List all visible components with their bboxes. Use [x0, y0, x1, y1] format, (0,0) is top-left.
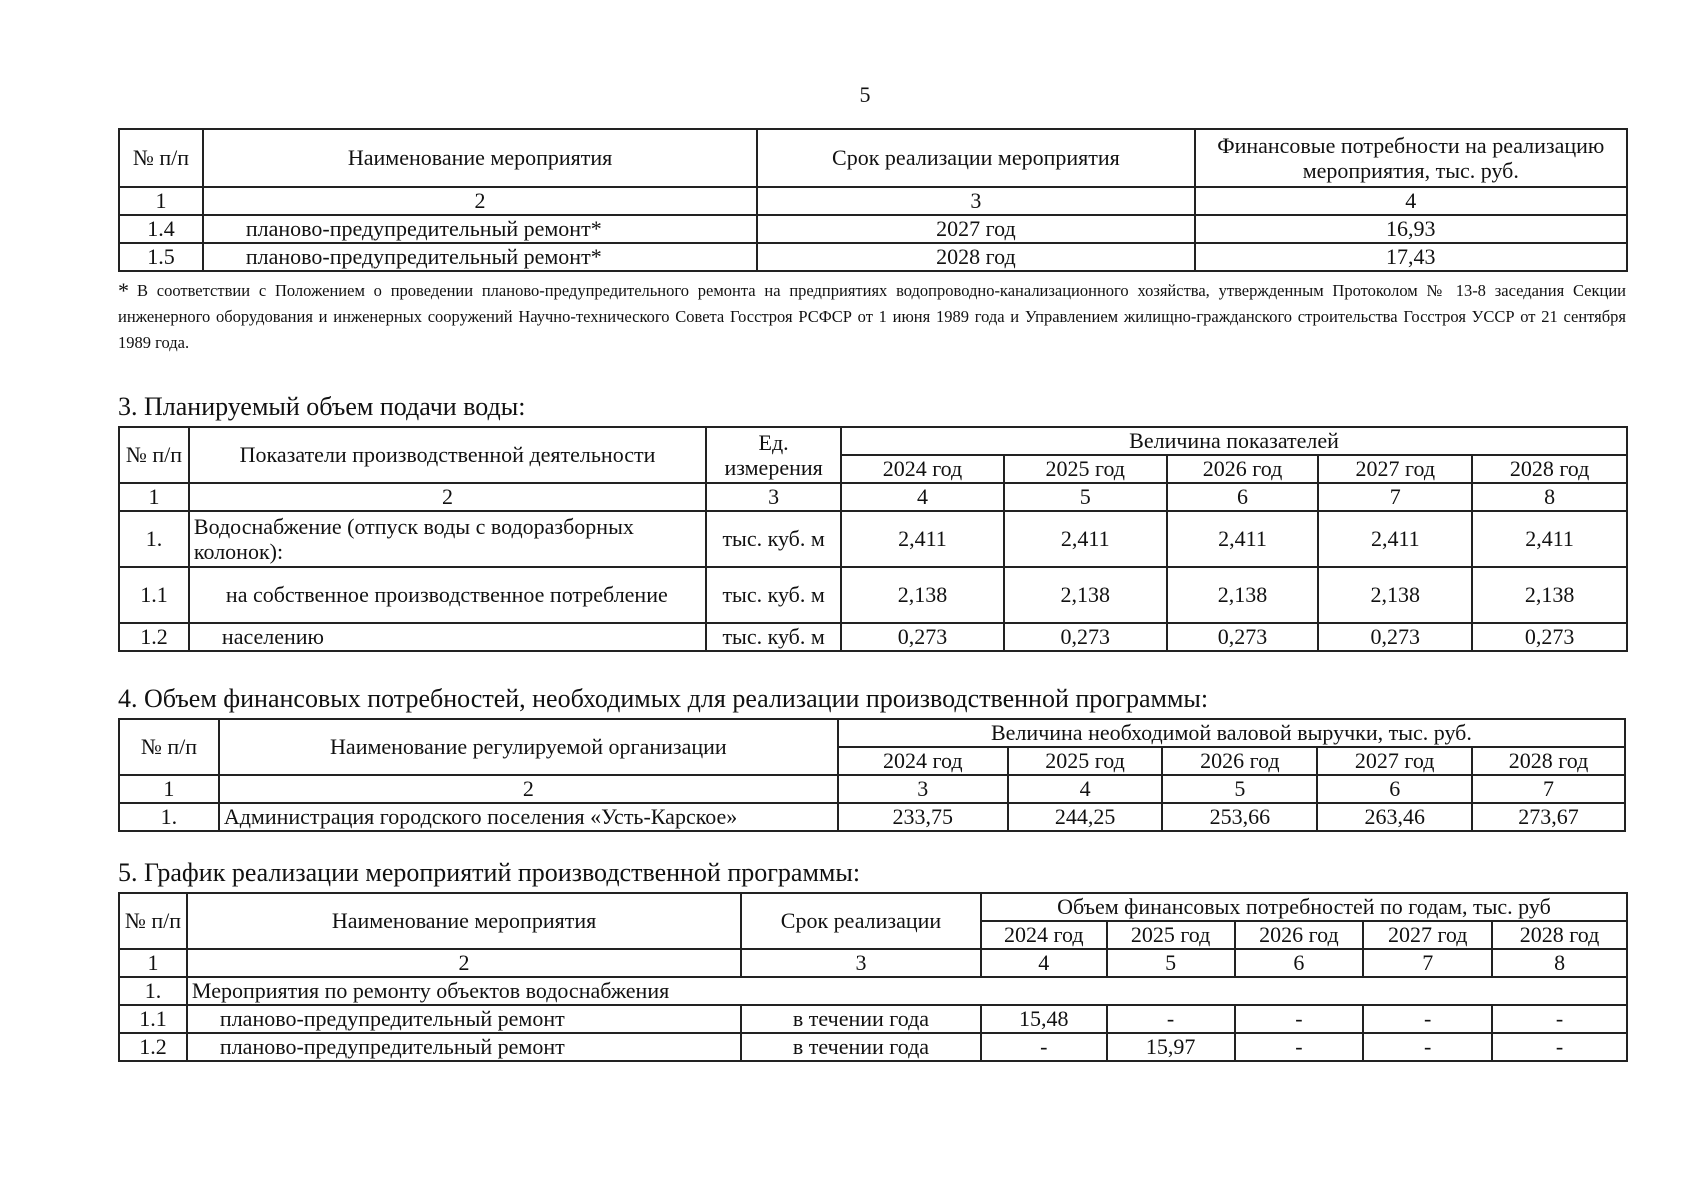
year-header: 2028 год	[1492, 921, 1627, 949]
column-number-row	[119, 187, 1627, 215]
indicator-name: на собственное производственное потребление	[189, 567, 706, 623]
year-header: 2025 год	[1004, 455, 1167, 483]
table-row	[119, 511, 1627, 567]
column-number-row	[119, 483, 1627, 511]
year-header: 2026 год	[1167, 455, 1319, 483]
col-number: 4	[1195, 187, 1627, 215]
year-header: 2025 год	[1008, 747, 1163, 775]
table-row	[119, 1005, 1627, 1033]
value-cell: -	[1107, 1005, 1235, 1033]
value-cell: 2,138	[1004, 567, 1167, 623]
table-row	[119, 215, 1627, 243]
row-number: 1.1	[119, 1005, 187, 1033]
value-cell: -	[1492, 1033, 1627, 1061]
header-cell: Показатели производственной деятельности	[189, 427, 706, 483]
header-cell: Наименование регулируемой организации	[219, 719, 838, 775]
header-group-cell: Объем финансовых потребностей по годам, тыс. руб	[981, 893, 1627, 921]
value-cell: 273,67	[1472, 803, 1625, 831]
measure-cost: 16,93	[1195, 215, 1627, 243]
measure-term: в течении года	[741, 1033, 981, 1061]
header-cell: № п/п	[119, 893, 187, 949]
col-number: 1	[119, 949, 187, 977]
col-number: 6	[1167, 483, 1319, 511]
value-cell: 2,411	[1167, 511, 1319, 567]
header-group-cell: Величина показателей	[841, 427, 1627, 455]
row-number: 1.5	[119, 243, 203, 271]
col-number: 5	[1004, 483, 1167, 511]
header-cell: Срок реализации мероприятия	[757, 129, 1194, 187]
section-5-title: 5. График реализации мероприятий производственной программы:	[118, 858, 861, 887]
value-cell: 2,138	[841, 567, 1004, 623]
header-cell: Срок реализации	[741, 893, 981, 949]
page-number: 5	[859, 82, 871, 107]
header-cell: № п/п	[119, 129, 203, 187]
col-number: 1	[119, 483, 189, 511]
value-cell: 233,75	[838, 803, 1008, 831]
indicator-name: населению	[189, 623, 706, 651]
col-number: 3	[757, 187, 1194, 215]
measures-table-continued	[118, 128, 1628, 272]
unit-cell: тыс. куб. м	[706, 567, 841, 623]
row-number: 1.	[119, 977, 187, 1005]
column-number-row	[119, 949, 1627, 977]
table-group-row	[119, 977, 1627, 1005]
table-row	[119, 803, 1625, 831]
row-number: 1.4	[119, 215, 203, 243]
col-number: 8	[1472, 483, 1627, 511]
col-number: 7	[1318, 483, 1472, 511]
value-cell: 2,411	[841, 511, 1004, 567]
value-cell: 0,273	[1167, 623, 1319, 651]
value-cell: -	[1492, 1005, 1627, 1033]
financial-needs-table	[118, 718, 1626, 832]
col-number: 2	[203, 187, 757, 215]
value-cell: 0,273	[1318, 623, 1472, 651]
value-cell: 2,138	[1472, 567, 1627, 623]
header-cell: Наименование мероприятия	[203, 129, 757, 187]
col-number: 6	[1235, 949, 1364, 977]
value-cell: -	[1363, 1005, 1492, 1033]
header-cell: № п/п	[119, 719, 219, 775]
measure-name: планово-предупредительный ремонт	[187, 1033, 741, 1061]
value-cell: 2,138	[1318, 567, 1472, 623]
value-cell: -	[1235, 1033, 1364, 1061]
row-number: 1.2	[119, 1033, 187, 1061]
value-cell: 0,273	[1004, 623, 1167, 651]
organization-name: Администрация городского поселения «Усть-Карское»	[219, 803, 838, 831]
measure-name: планово-предупредительный ремонт	[187, 1005, 741, 1033]
row-number: 1.	[119, 511, 189, 567]
year-header: 2027 год	[1363, 921, 1492, 949]
col-number: 1	[119, 187, 203, 215]
header-cell: Финансовые потребности на реализацию мероприятия, тыс. руб.	[1195, 129, 1627, 187]
value-cell: 0,273	[1472, 623, 1627, 651]
value-cell: 15,97	[1107, 1033, 1235, 1061]
table-row	[119, 1033, 1627, 1061]
measure-cost: 17,43	[1195, 243, 1627, 271]
col-number: 4	[841, 483, 1004, 511]
table-row	[119, 567, 1627, 623]
water-supply-table	[118, 426, 1628, 652]
value-cell: 15,48	[981, 1005, 1107, 1033]
value-cell: 2,411	[1318, 511, 1472, 567]
table-row	[119, 623, 1627, 651]
col-number: 3	[838, 775, 1008, 803]
measure-term: 2027 год	[757, 215, 1194, 243]
col-number: 3	[706, 483, 841, 511]
year-header: 2024 год	[838, 747, 1008, 775]
measure-term: в течении года	[741, 1005, 981, 1033]
value-cell: -	[1235, 1005, 1364, 1033]
table-row	[119, 243, 1627, 271]
year-header: 2027 год	[1318, 455, 1472, 483]
value-cell: 2,411	[1004, 511, 1167, 567]
unit-cell: тыс. куб. м	[706, 623, 841, 651]
year-header: 2028 год	[1472, 747, 1625, 775]
table-header-row	[119, 129, 1627, 187]
table-header-row	[119, 427, 1627, 455]
row-number: 1.	[119, 803, 219, 831]
column-number-row	[119, 775, 1625, 803]
col-number: 4	[1008, 775, 1163, 803]
header-cell: Наименование мероприятия	[187, 893, 741, 949]
measure-name: планово-предупредительный ремонт*	[203, 243, 757, 271]
header-group-cell: Величина необходимой валовой выручки, тыс. руб.	[838, 719, 1625, 747]
indicator-name: Водоснабжение (отпуск воды с водоразборных колонок):	[189, 511, 706, 567]
value-cell: 244,25	[1008, 803, 1163, 831]
col-number: 6	[1317, 775, 1472, 803]
year-header: 2024 год	[981, 921, 1107, 949]
col-number: 8	[1492, 949, 1627, 977]
value-cell: 253,66	[1162, 803, 1317, 831]
header-cell: Ед. измерения	[706, 427, 841, 483]
value-cell: 263,46	[1317, 803, 1472, 831]
year-header: 2026 год	[1235, 921, 1364, 949]
group-name: Мероприятия по ремонту объектов водоснабжения	[187, 977, 1627, 1005]
footnote-text: В соответствии с Положением о проведении планово-предупредительного ремонта на предприятиях водопроводно-канализационного хозяйства, утвержденным Протоколом № 13-8 заседания Секции инженерного оборудования и инженерных сооружений Научно-технического Совета Госстроя РСФСР от 1 июня 1989 года и Управлением жилищно-гражданского строительства Госстроя УССР от 21 сентября 1989 года.	[118, 281, 1626, 352]
value-cell: 2,411	[1472, 511, 1627, 567]
col-number: 4	[981, 949, 1107, 977]
col-number: 2	[189, 483, 706, 511]
value-cell: 2,138	[1167, 567, 1319, 623]
year-header: 2025 год	[1107, 921, 1235, 949]
year-header: 2024 год	[841, 455, 1004, 483]
value-cell: 0,273	[841, 623, 1004, 651]
row-number: 1.2	[119, 623, 189, 651]
col-number: 2	[219, 775, 838, 803]
col-number: 5	[1162, 775, 1317, 803]
section-4-title: 4. Объем финансовых потребностей, необходимых для реализации производственной программы:	[118, 684, 1209, 713]
table-header-row	[119, 893, 1627, 921]
footnote-star: *	[118, 278, 129, 303]
col-number: 3	[741, 949, 981, 977]
year-header: 2026 год	[1162, 747, 1317, 775]
value-cell: -	[981, 1033, 1107, 1061]
footnote	[118, 278, 1626, 356]
header-cell: № п/п	[119, 427, 189, 483]
schedule-table	[118, 892, 1628, 1062]
measure-term: 2028 год	[757, 243, 1194, 271]
col-number: 1	[119, 775, 219, 803]
section-3-title: 3. Планируемый объем подачи воды:	[118, 392, 526, 421]
table-header-row	[119, 719, 1625, 747]
unit-cell: тыс. куб. м	[706, 511, 841, 567]
measure-name: планово-предупредительный ремонт*	[203, 215, 757, 243]
col-number: 7	[1472, 775, 1625, 803]
year-header: 2027 год	[1317, 747, 1472, 775]
year-header: 2028 год	[1472, 455, 1627, 483]
col-number: 2	[187, 949, 741, 977]
col-number: 5	[1107, 949, 1235, 977]
value-cell: -	[1363, 1033, 1492, 1061]
row-number: 1.1	[119, 567, 189, 623]
col-number: 7	[1363, 949, 1492, 977]
